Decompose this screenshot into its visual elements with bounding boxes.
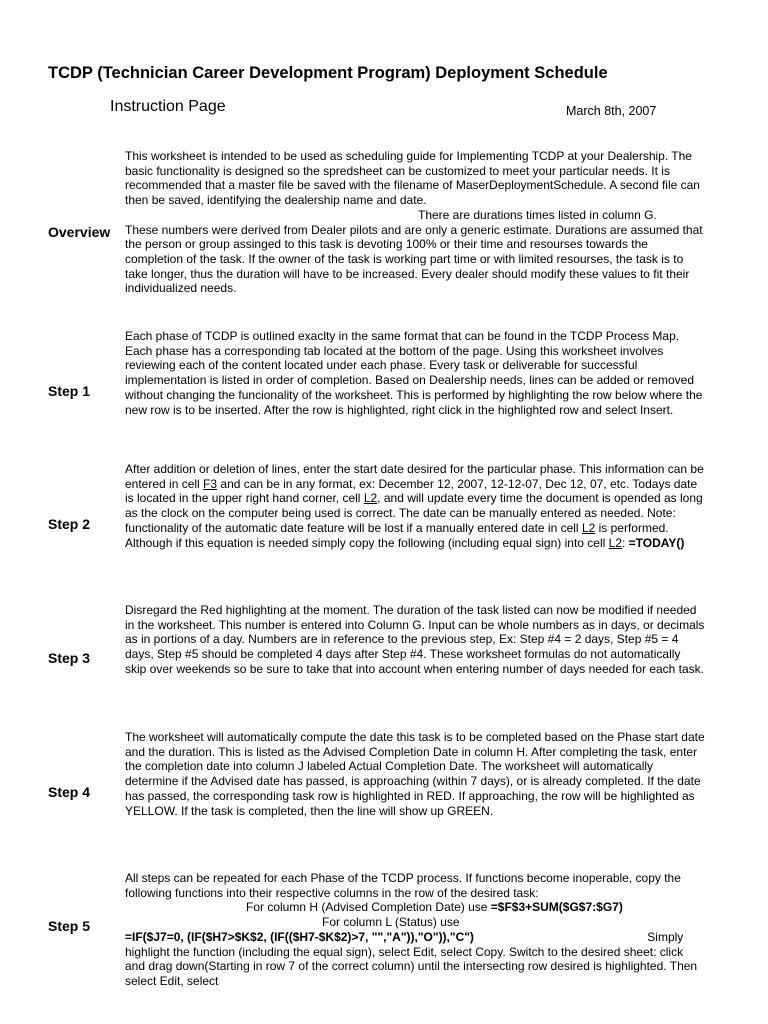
overview-text-part1: This worksheet is intended to be used as scheduling guide for Implementing TCDP at your Dealership. The basic functionality is designed so the spredsheet can be customized to meet your particular needs. It is recommended that a master file be saved with the filename of MaserDeploymentSchedule. A second file can then be saved, identifying the dealership name and date. [125,149,700,208]
step2-text-part1: After addition or deletion of lines, enter the start date desired for the particular phase. This information can be entered in cell [125,462,704,491]
cell-ref-l2: L2 [608,535,622,550]
document-date: March 8th, 2007 [566,104,657,118]
step5-text-part1: All steps can be repeated for each Phase of the TCDP process. If functions become inoperable, copy the following functions into their respective columns in the row of the desired task: [125,871,681,900]
step5-text [125,871,705,989]
overview-label: Overview [48,224,111,240]
status-formula: =IF($J7=0, (IF($H7>$K$2, (IF(($H7-$K$2)>7, "","A")),"O")),"C") [125,929,474,944]
step2-text-part2: and can be in any format, ex: December 12, 2007, 12-12-07, Dec 12, 07, etc. Todays date is located in the upper right hand corner, cell [125,476,698,506]
page-title: TCDP (Technician Career Development Program) Deployment Schedule [48,64,608,82]
step1-label: Step 1 [48,383,91,399]
cell-ref-l2: L2 [363,491,378,506]
advised-date-formula-line [125,900,705,915]
step3-text: Disregard the Red highlighting at the moment. The duration of the task listed can now be modified if needed in the worksheet. This number is entered into Column G. Input can be whole numbers as in days, or decimals as in portions of a day. Numbers are in reference to the previous step, Ex: Step #4 = 2 days, Step #5 = 4 days, Step #5 should be completed 4 days after Step #4. These worksheet formulas do not automatically skip over weekends so be sure to take that into account when entering number of days needed for each task. [125,603,705,676]
step2-text [125,462,705,550]
cell-ref-f3: F3 [203,476,218,491]
step5-label: Step 5 [48,918,91,934]
advised-date-formula: =$F$3+SUM($G$7:$G7) [490,900,623,915]
overview-text-part2: There are durations times listed in column G. [418,207,657,222]
status-formula-label: For column L (Status) use [322,915,460,930]
overview-text-part3: These numbers were derived from Dealer pilots and are only a generic estimate. Durations are assumed that the person or group assinged to this task is devoting 100% or their time and resourses towards the completion of the task. If the owner of the task is working part time or with limited resourses, the task is to take longer, thus the duration will have to be increased. Every dealer should modify these values to fit their individualized needs. [125,222,703,296]
step2-text-part3: , and will update every time the document is opended as long as the clock on the computer being used is correct. The date can be manually entered as needed. Note: functionality of the automatic date feature will be lost if a manually entered date in cell [125,491,703,535]
overview-text [125,149,705,296]
step5-text-part2: Simply highlight the function (including the equal sign), select Edit, select Copy. Switch to the desired sheet: click and drag down(Starting in row 7 of the correct column) until the intersecting row desired is highlighted. Then select Edit, select [125,929,698,988]
advised-date-formula-label: For column H (Advised Completion Date) use [246,900,491,915]
cell-ref-l2: L2 [581,520,596,535]
page-subtitle: Instruction Page [110,98,226,115]
step2-text-part4: is performed. Although if this equation is needed simply copy the following (including equal sign) into cell [125,520,669,550]
step1-text: Each phase of TCDP is outlined exaclty in the same format that can be found in the TCDP Process Map. Each phase has a corresponding tab located at the bottom of the page. Using this worksheet involves reviewing each of the content located under each phase. Every task or deliverable for successful implementation is listed in order of completion. Based on Dealership needs, lines can be added or removed without changing the funcionality of the worksheet. This is performed by highlighting the row below where the new row is to be inserted. After the row is highlighted, right click in the highlighted row and select Insert. [125,329,703,417]
step2-text-part5: : [621,535,629,550]
step4-label: Step 4 [48,784,91,800]
step4-text: The worksheet will automatically compute the date this task is to be completed based on the Phase start date and the duration. This is listed as the Advised Completion Date in column H. After completing the task, enter the completion date into column J labeled Actual Completion Date. The worksheet will automatically determine if the Advised date has passed, is approaching (within 7 days), or is already completed. If the date has passed, the corresponding task row is highlighted in RED. If approaching, the row will be highlighted as YELLOW. If the task is completed, then the line will show up GREEN. [125,730,705,818]
step3-label: Step 3 [48,650,91,666]
step2-label: Step 2 [48,516,91,532]
today-formula: =TODAY() [628,535,685,550]
